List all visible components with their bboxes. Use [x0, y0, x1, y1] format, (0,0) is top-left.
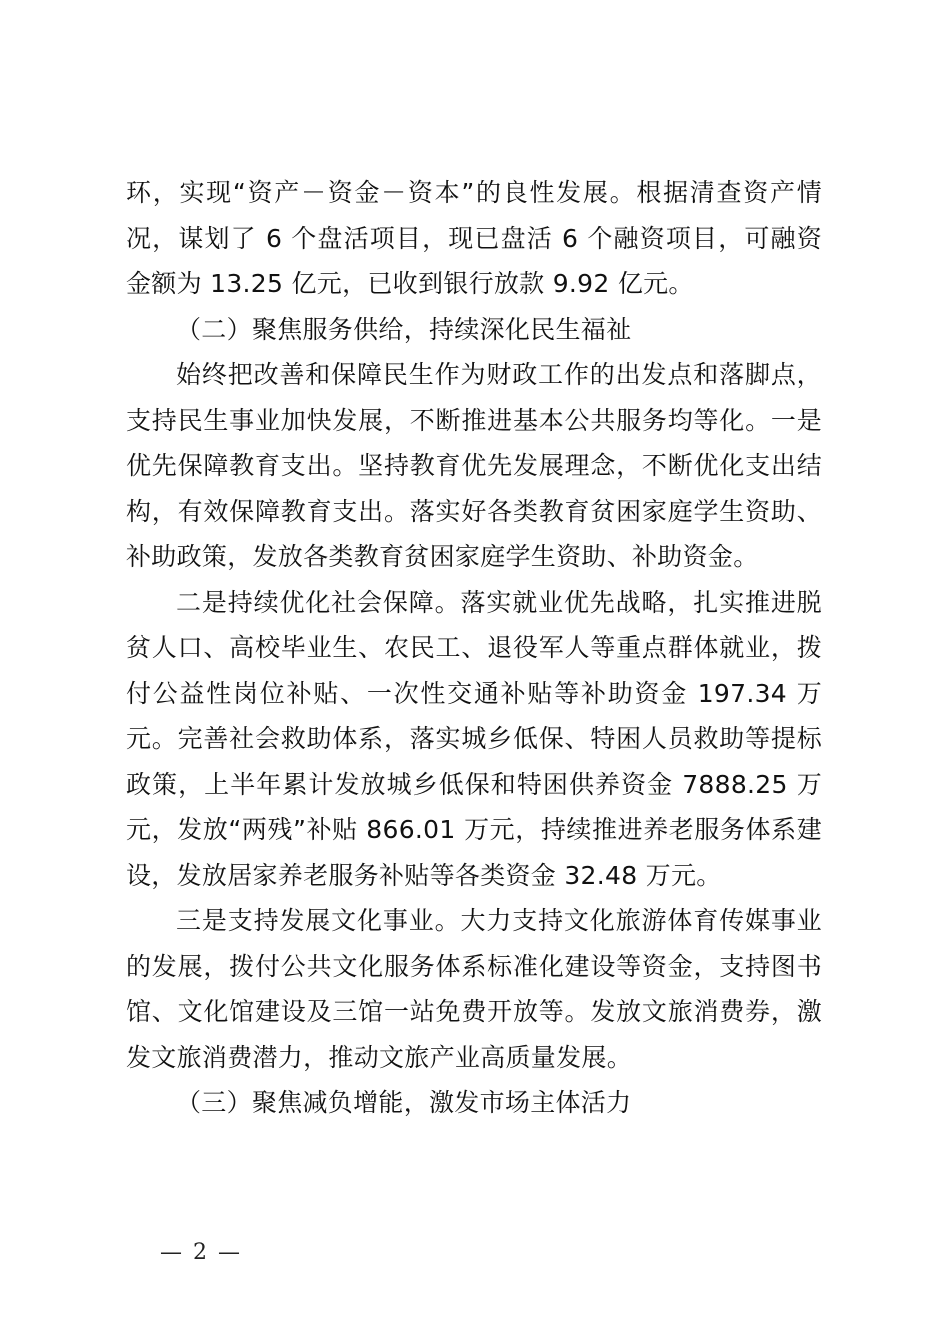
paragraph-culture-support: 三是支持发展文化事业。大力支持文化旅游体育传媒事业的发展，拨付公共文化服务体系标准化建设等资金，支持图书馆、文化馆建设及三馆一站免费开放等。发放文旅消费券，激发文旅消费潜力，推动文旅产业高质量发展。	[126, 906, 822, 1072]
section-heading-public-services: （二）聚焦服务供给，持续深化民生福祉	[176, 314, 632, 344]
page-number: — 2 —	[160, 1240, 242, 1265]
paragraph-asset-revitalization: 环，实现“资产－资金－资本”的良性发展。根据清查资产情况，谋划了 6 个盘活项目，现已盘活 6 个融资项目，可融资金额为 13.25 亿元，已收到银行放款 9.92 亿元。	[126, 178, 822, 298]
document-body	[126, 170, 822, 1126]
section-heading-market-vitality: （三）聚焦减负增能，激发市场主体活力	[176, 1088, 632, 1117]
paragraph-social-security: 二是持续优化社会保障。落实就业优先战略，扎实推进脱贫人口、高校毕业生、农民工、退役军人等重点群体就业，拨付公益性岗位补贴、一次性交通补贴等补助资金 197.34 万元。完善社会救助体系，落实城乡低保、特困人员救助等提标政策，上半年累计发放城乡低保和特困供养资金 7888.25 万元，发放“两残”补贴 866.01 万元，持续推进养老服务体系建设，发放居家养老服务补贴等各类资金 32.48 万元。	[126, 587, 822, 890]
paragraph-education-support: 始终把改善和保障民生作为财政工作的出发点和落脚点，支持民生事业加快发展，不断推进基本公共服务均等化。一是优先保障教育支出。坚持教育优先发展理念，不断优化支出结构，有效保障教育支出。落实好各类教育贫困家庭学生资助、补助政策，发放各类教育贫困家庭学生资助、补助资金。	[126, 360, 822, 571]
